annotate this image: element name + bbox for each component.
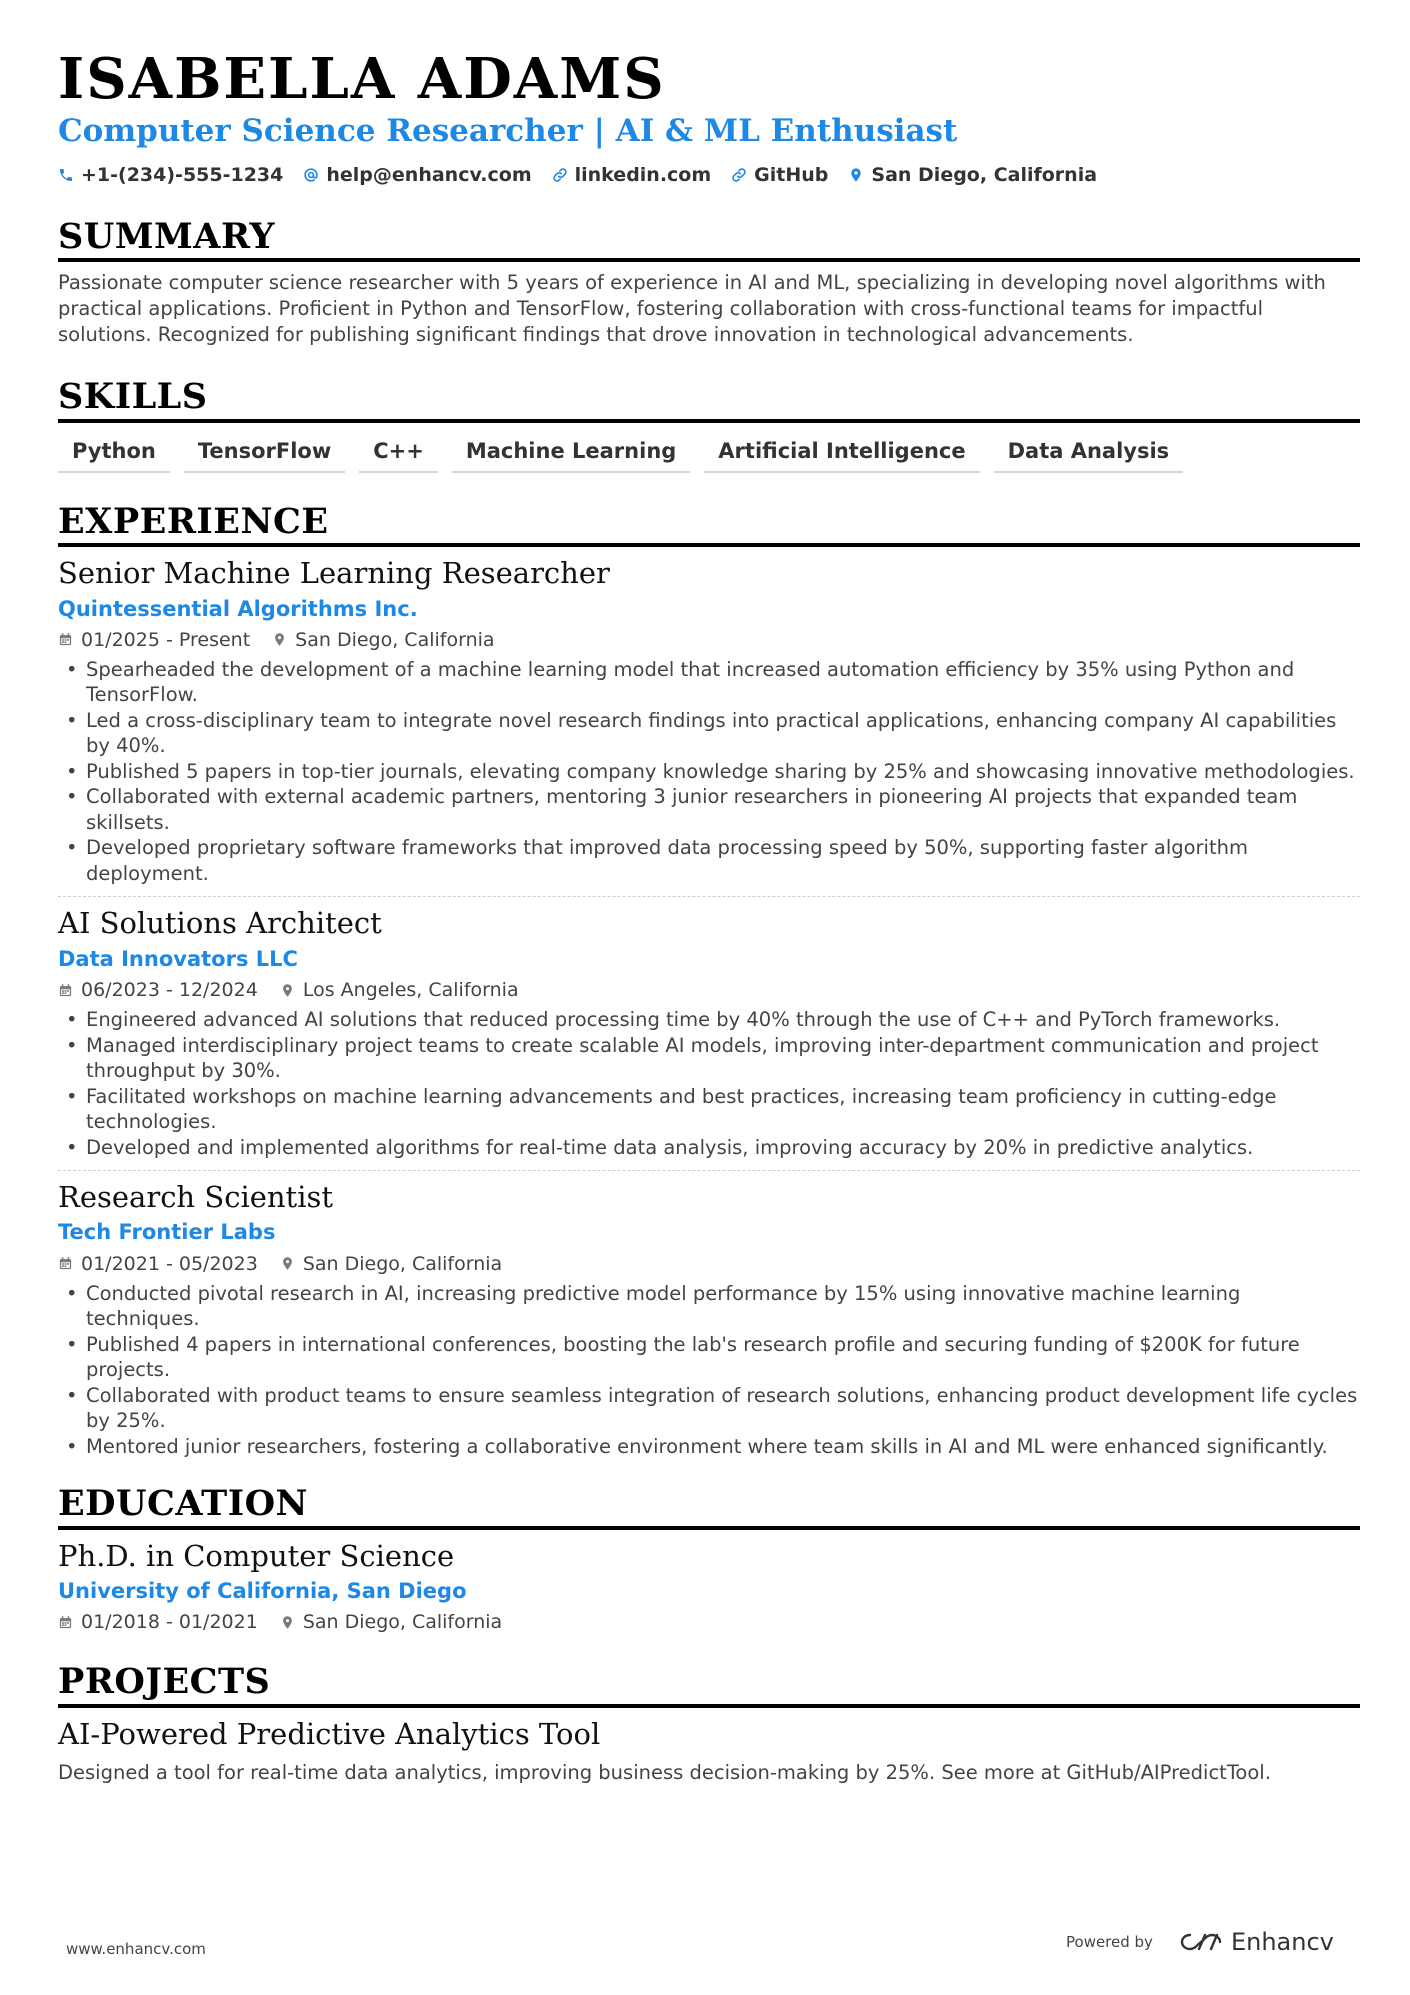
job-company: Quintessential Algorithms Inc. bbox=[58, 596, 418, 621]
education-entry bbox=[58, 1530, 1360, 1634]
bullet-item: • Collaborated with product teams to ensure seamless integration of research solutions, enhancing product development life cycles by 25%. bbox=[58, 1383, 1360, 1434]
bullet-item: • Collaborated with external academic partners, mentoring 3 junior researchers in pioneering AI projects that expanded team skillsets. bbox=[58, 784, 1360, 835]
job-role: Research Scientist bbox=[58, 1180, 334, 1214]
contact-email[interactable] bbox=[303, 164, 531, 186]
brand-name: Enhancv bbox=[1230, 1928, 1334, 1956]
calendar-icon bbox=[58, 1256, 73, 1271]
bullet-item: • Conducted pivotal research in AI, increasing predictive model performance by 15% using innovative machine learning techniques. bbox=[58, 1281, 1360, 1332]
candidate-tagline: Computer Science Researcher | AI & ML Enthusiast bbox=[58, 112, 958, 149]
projects-heading: PROJECTS bbox=[58, 1663, 1360, 1708]
skill-tag: Data Analysis bbox=[994, 435, 1184, 473]
education-dates: 01/2018 - 01/2021 bbox=[81, 1611, 258, 1634]
job-location: Los Angeles, California bbox=[302, 979, 519, 1001]
skill-tag: TensorFlow bbox=[184, 435, 345, 473]
map-pin-icon bbox=[280, 1256, 295, 1271]
link-icon bbox=[552, 167, 568, 183]
job-role: Senior Machine Learning Researcher bbox=[58, 556, 610, 591]
education-heading: EDUCATION bbox=[58, 1485, 1360, 1530]
phone-icon bbox=[58, 167, 74, 183]
project-name: AI-Powered Predictive Analytics Tool bbox=[58, 1716, 601, 1751]
footer-powered-by bbox=[1066, 1928, 1334, 1956]
at-icon bbox=[303, 167, 319, 183]
job-company: Tech Frontier Labs bbox=[58, 1220, 276, 1245]
bullet-item: • Mentored junior researchers, fostering a collaborative environment where team skills in AI and ML were enhanced significantly. bbox=[58, 1434, 1360, 1460]
job-location: San Diego, California bbox=[302, 1252, 503, 1275]
map-pin-icon bbox=[848, 167, 864, 183]
powered-by-label: Powered by bbox=[1066, 1933, 1153, 1951]
map-pin-icon bbox=[280, 983, 295, 998]
email-text: help@enhancv.com bbox=[326, 163, 532, 186]
job-entry bbox=[58, 1170, 1360, 1459]
enhancv-brand[interactable] bbox=[1179, 1928, 1334, 1956]
bullet-item: • Facilitated workshops on machine learning advancements and best practices, increasing team proficiency in cutting-edge technologies. bbox=[58, 1084, 1360, 1135]
github-text: GitHub bbox=[754, 163, 829, 186]
skill-tag: C++ bbox=[359, 435, 438, 473]
bullet-item: • Led a cross-disciplinary team to integrate novel research findings into practical applications, enhancing company AI capabilities by 40%. bbox=[58, 708, 1360, 759]
job-location: San Diego, California bbox=[295, 628, 495, 651]
project-entry bbox=[58, 1708, 1360, 1786]
bullet-item: • Published 5 papers in top-tier journals, elevating company knowledge sharing by 25% and showcasing innovative methodologies. bbox=[58, 759, 1360, 785]
map-pin-icon bbox=[280, 1615, 295, 1630]
resume-page bbox=[58, 48, 1360, 1786]
contact-bar bbox=[58, 164, 1360, 186]
job-dates: 01/2025 - Present bbox=[81, 628, 251, 651]
contact-linkedin[interactable] bbox=[552, 164, 712, 186]
degree-title: Ph.D. in Computer Science bbox=[58, 1538, 455, 1573]
calendar-icon bbox=[58, 632, 73, 647]
experience-heading: EXPERIENCE bbox=[58, 503, 1360, 548]
footer-website[interactable]: www.enhancv.com bbox=[66, 1940, 206, 1958]
bullet-item: • Developed and implemented algorithms for real-time data analysis, improving accuracy by 20% in predictive analytics. bbox=[58, 1135, 1360, 1161]
job-bullets bbox=[58, 1007, 1360, 1160]
job-meta bbox=[58, 629, 1360, 651]
calendar-icon bbox=[58, 983, 73, 998]
job-entry bbox=[58, 547, 1360, 886]
phone-text: +1-(234)-555-1234 bbox=[81, 163, 284, 186]
job-company: Data Innovators LLC bbox=[58, 946, 298, 971]
job-role: AI Solutions Architect bbox=[58, 906, 382, 941]
job-dates: 01/2021 - 05/2023 bbox=[81, 1252, 258, 1275]
bullet-item: • Engineered advanced AI solutions that reduced processing time by 40% through the use of C++ and PyTorch frameworks. bbox=[58, 1007, 1360, 1033]
education-location: San Diego, California bbox=[302, 1611, 503, 1634]
job-entry bbox=[58, 896, 1360, 1160]
bullet-item: • Developed proprietary software frameworks that improved data processing speed by 50%, supporting faster algorithm deployment. bbox=[58, 835, 1360, 886]
job-meta bbox=[58, 1253, 1360, 1275]
enhancv-logo-icon bbox=[1179, 1931, 1223, 1953]
candidate-name: ISABELLA ADAMS bbox=[58, 46, 666, 112]
job-bullets bbox=[58, 1281, 1360, 1460]
linkedin-text: linkedin.com bbox=[574, 163, 712, 186]
bullet-item: • Managed interdisciplinary project teams to create scalable AI models, improving inter-department communication and project throughput by 30%. bbox=[58, 1033, 1360, 1084]
contact-phone[interactable] bbox=[58, 164, 283, 186]
skill-tag: Machine Learning bbox=[452, 435, 690, 473]
map-pin-icon bbox=[272, 632, 287, 647]
job-meta bbox=[58, 979, 1360, 1001]
bullet-item: • Spearheaded the development of a machine learning model that increased automation efficiency by 35% using Python and TensorFlow. bbox=[58, 657, 1360, 708]
skill-tag: Artificial Intelligence bbox=[704, 435, 979, 473]
summary-heading: SUMMARY bbox=[58, 218, 1360, 263]
summary-text: Passionate computer science researcher with 5 years of experience in AI and ML, specializing in developing novel algorithms with practical applications. Proficient in Python and TensorFlow, fostering collaboration with cross-functional teams for impactful solutions. Recognized for publishing significant findings that drove innovation in technological advancements. bbox=[58, 271, 1326, 347]
link-icon bbox=[731, 167, 747, 183]
skill-tag: Python bbox=[58, 435, 170, 473]
education-meta bbox=[58, 1611, 1360, 1633]
calendar-icon bbox=[58, 1615, 73, 1630]
bullet-item: • Published 4 papers in international conferences, boosting the lab's research profile and securing funding of $200K for future projects. bbox=[58, 1332, 1360, 1383]
school-name: University of California, San Diego bbox=[58, 1578, 467, 1603]
skills-heading: SKILLS bbox=[58, 378, 1360, 423]
contact-location bbox=[848, 164, 1097, 186]
contact-github[interactable] bbox=[731, 164, 828, 186]
job-bullets bbox=[58, 657, 1360, 887]
job-dates: 06/2023 - 12/2024 bbox=[81, 979, 258, 1001]
skills-list bbox=[58, 435, 1360, 473]
location-text: San Diego, California bbox=[871, 163, 1098, 186]
project-description: Designed a tool for real-time data analytics, improving business decision-making by 25%. See more at GitHub/AIPredictTool. bbox=[58, 1760, 1271, 1784]
